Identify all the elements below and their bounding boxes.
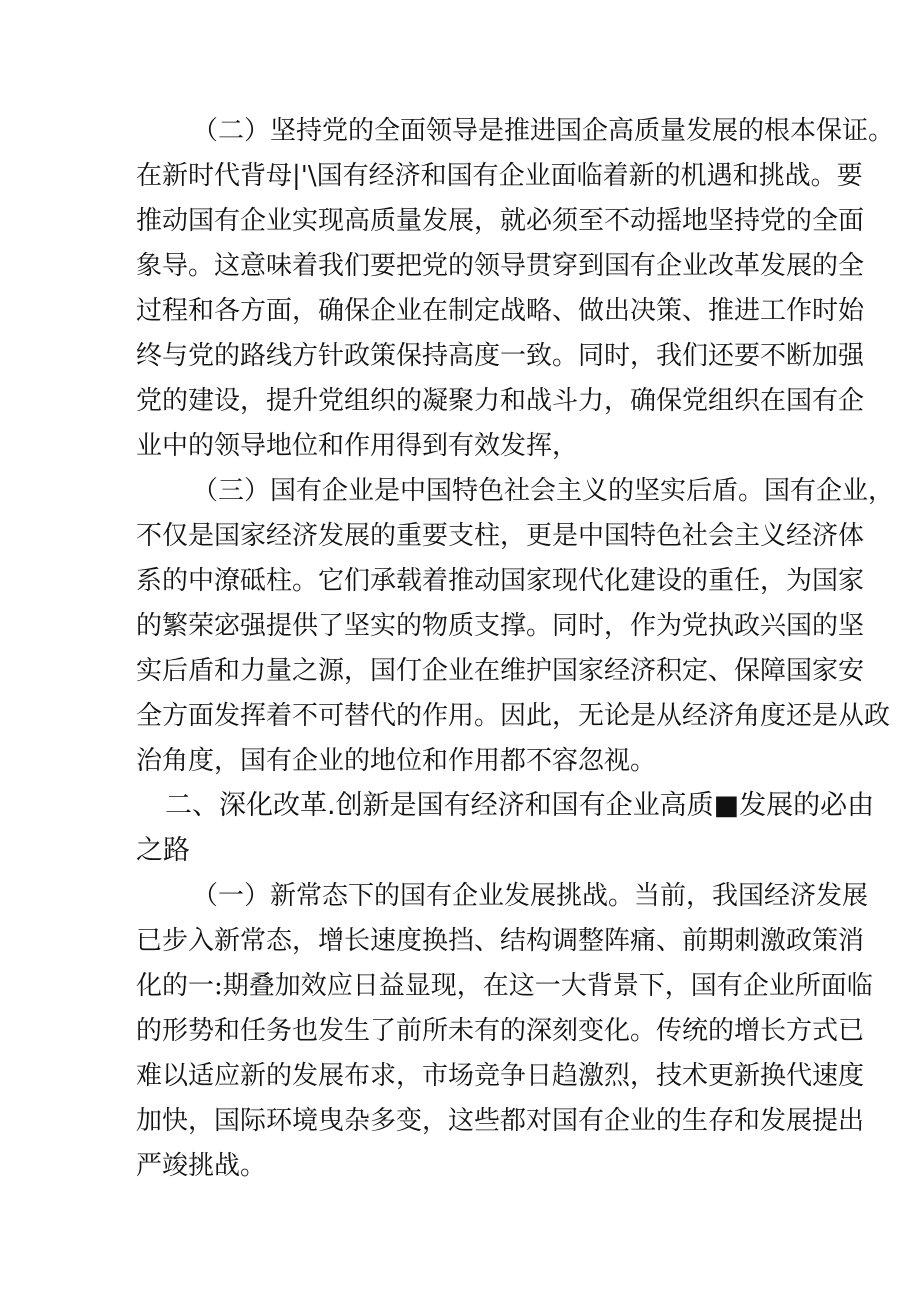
paragraph-4-line-7: 严竣挑战。 bbox=[136, 1151, 267, 1181]
paragraph-2-line-7: 党的建设，提升党组织的凝聚力和战斗力，确保党组织在国有企 bbox=[136, 386, 865, 416]
paragraph-3-line-5: 实后盾和力量之源，国仃企业在维护国家经济积定、保障国家安 bbox=[136, 656, 865, 686]
paragraph-3-line-1: （三）国有企业是中国特色社会主义的坚实后盾。国有企业， bbox=[192, 476, 895, 506]
paragraph-3-line-3: 系的中潦砥柱。它们承载着推动国家现代化建设的重任，为国家 bbox=[136, 566, 865, 596]
section-heading-line-1: 二、深化改革.创新是国有经济和国有企业高质■发展的必由 bbox=[165, 790, 875, 821]
paragraph-2-line-3: 推动国有企业实现高质量发展，就必须至不动摇地坚持党的全面 bbox=[136, 206, 865, 236]
paragraph-4-line-5: 难以适应新的发展布求，市场竞争日趋激烈，技术更新换代速度 bbox=[136, 1061, 865, 1091]
paragraph-2-line-5: 过程和各方面，确保企业在制定战略、做出决策、推进工作时始 bbox=[136, 296, 865, 326]
paragraph-2-line-6: 终与党的路线方针政策保持高度一致。同时，我们还要不断加强 bbox=[136, 341, 865, 371]
section-heading-line-2: 之路 bbox=[136, 835, 190, 866]
paragraph-3-line-7: 治角度，国有企业的地位和作用都不容忽视。 bbox=[136, 746, 657, 776]
paragraph-2-line-2: 在新时代背母|'\国有经济和国有企业面临着新的机遇和挑战。要 bbox=[136, 161, 863, 191]
paragraph-2-line-1: （二）坚持党的全面领导是推进国企高质量发展的根本保证。 bbox=[192, 116, 895, 146]
paragraph-4-line-1: （一）新常态下的国有企业发展挑战。当前，我国经济发展 bbox=[192, 881, 869, 911]
paragraph-2-line-8: 业中的领导地位和作用得到有效发挥， bbox=[136, 431, 579, 461]
paragraph-4-line-2: 已步入新常态，增长速度换挡、结构调整阵痛、前期刺激政策消 bbox=[136, 926, 865, 956]
paragraph-3-line-2: 不仅是国家经济发展的重要支柱，更是中国特色社会主义经济体 bbox=[136, 521, 865, 551]
paragraph-4-line-4: 的形势和任务也发生了前所未有的深刻变化。传统的增长方式已 bbox=[136, 1016, 865, 1046]
paragraph-2-line-4: 象导。这意味着我们要把党的领导贯穿到国有企业改革发展的全 bbox=[136, 251, 865, 281]
paragraph-4-line-3: 化的一:期叠加效应日益显现，在这一大背景下，国有企业所面临 bbox=[136, 971, 873, 1001]
paragraph-4-line-6: 加快，国际环境曳杂多变，这些都对国有企业的生存和发展提出 bbox=[136, 1106, 865, 1136]
paragraph-3-line-6: 全方面发挥着不可替代的作用。因此，无论是从经济角度还是从政 bbox=[136, 701, 891, 731]
paragraph-3-line-4: 的繁荣宓强提供了坚实的物质支撑。同时，作为党执政兴国的坚 bbox=[136, 611, 865, 641]
